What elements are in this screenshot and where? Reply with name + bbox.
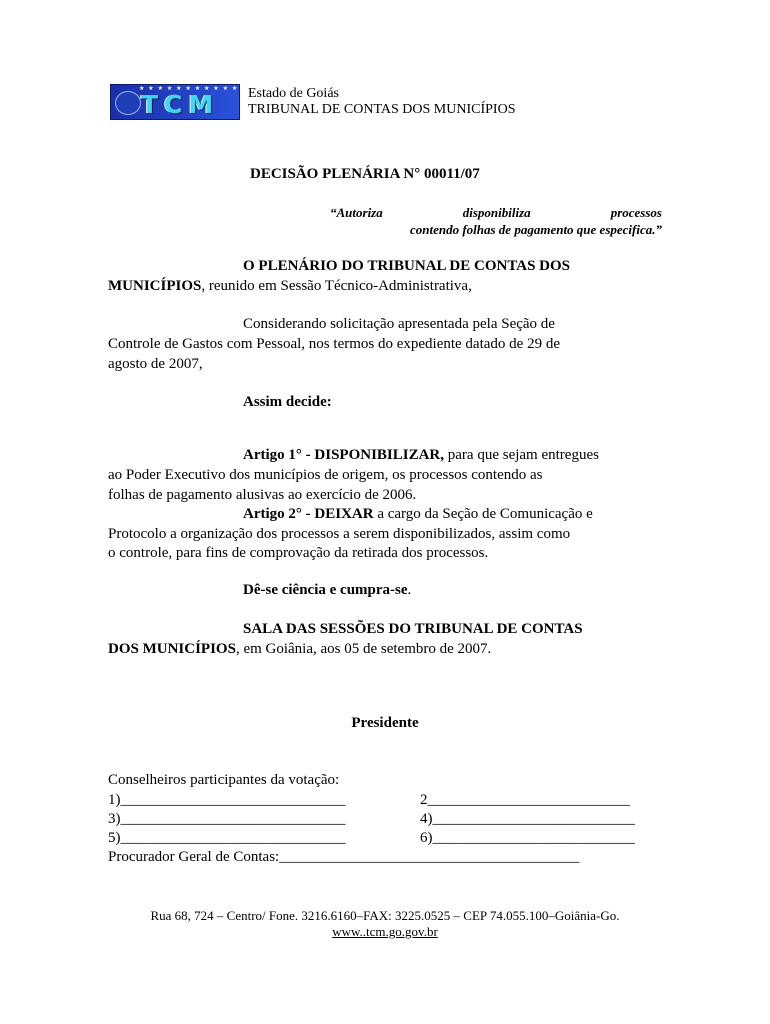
epigraph-word: processos: [610, 205, 662, 220]
president-label: [108, 713, 662, 733]
signature-line-5: 5)______________________________: [108, 830, 346, 846]
signature-line-1: 1)______________________________: [108, 792, 346, 808]
preamble-bold: O PLENÁRIO DO TRIBUNAL DE CONTAS DOS: [243, 258, 571, 274]
considering-line: agosto de 2007,: [108, 356, 203, 372]
art2-line: o controle, para fins de comprovação da retirada dos processos.: [108, 545, 489, 561]
header-state: Estado de Goiás: [248, 86, 339, 101]
decides-heading: [243, 392, 662, 412]
closing-end: .: [407, 582, 412, 598]
header-institution: TRIBUNAL DE CONTAS DOS MUNICÍPIOS: [248, 102, 516, 117]
session-bold: DOS MUNICÍPIOS: [108, 641, 236, 657]
session-line: [108, 639, 662, 659]
logo-lettering: TCM: [141, 90, 220, 119]
preamble-bold: MUNICÍPIOS: [108, 278, 202, 294]
signature-line-3: 3)______________________________: [108, 811, 346, 827]
preamble-text: , reunido em Sessão Técnico-Administrativa,: [201, 278, 472, 294]
signature-line-6: 6)___________________________: [420, 830, 635, 846]
art2-text: a cargo da Seção de Comunicação e: [373, 506, 593, 522]
art1-line: folhas de pagamento alusivas ao exercício de 2006.: [108, 487, 417, 503]
epigraph-word: disponibiliza: [462, 205, 531, 220]
footer: [108, 908, 662, 940]
epigraph-line: contendo folhas de pagamento que especifica.”: [409, 222, 662, 237]
epigraph: [330, 204, 662, 238]
epigraph-word: “Autoriza: [330, 205, 383, 220]
considering-line: Controle de Gastos com Pessoal, nos termos do expediente datado de 29 de: [108, 336, 560, 352]
art1-label: Artigo 1° - DISPONIBILIZAR,: [243, 447, 445, 463]
decision-title: DECISÃO PLENÁRIA N° 00011/07: [250, 166, 480, 182]
tcm-logo: [110, 84, 240, 120]
preamble-line: [108, 276, 662, 296]
prosecutor-signature: Procurador Geral de Contas:________________________________________: [108, 849, 580, 865]
closing-text: Dê-se ciência e cumpra-se: [243, 582, 408, 598]
art1-line: ao Poder Executivo dos municípios de origem, os processos contendo as: [108, 467, 543, 483]
signature-line-4: 4)___________________________: [420, 811, 635, 827]
stars-decoration: ★ ★ ★ ★ ★ ★ ★ ★ ★ ★ ★: [139, 85, 239, 92]
art2-line: Protocolo a organização dos processos a serem disponibilizados, assim como: [108, 526, 571, 542]
session-text: , em Goiânia, aos 05 de setembro de 2007.: [235, 641, 492, 657]
preamble-line: [243, 256, 662, 276]
art2-line: [243, 504, 662, 524]
art1-line: [243, 445, 662, 465]
decides-text: Assim decide:: [243, 394, 332, 410]
president-text: Presidente: [351, 715, 419, 731]
signatures-heading: Conselheiros participantes da votação:: [108, 772, 340, 788]
emblem-icon: [115, 91, 141, 115]
art1-text: para que sejam entregues: [444, 447, 599, 463]
footer-address: Rua 68, 724 – Centro/ Fone. 3216.6160–FAX: 3225.0525 – CEP 74.055.100–Goiânia-Go.: [150, 908, 620, 923]
art2-label: Artigo 2° - DEIXAR: [243, 506, 374, 522]
footer-url[interactable]: www..tcm.go.gov.br: [332, 924, 438, 939]
session-line: [243, 619, 662, 639]
closing-line: [243, 580, 662, 600]
signature-line-2: 2___________________________: [420, 792, 630, 808]
considering-line: Considerando solicitação apresentada pela Seção de: [243, 316, 555, 332]
session-bold: SALA DAS SESSÕES DO TRIBUNAL DE CONTAS: [243, 621, 583, 637]
